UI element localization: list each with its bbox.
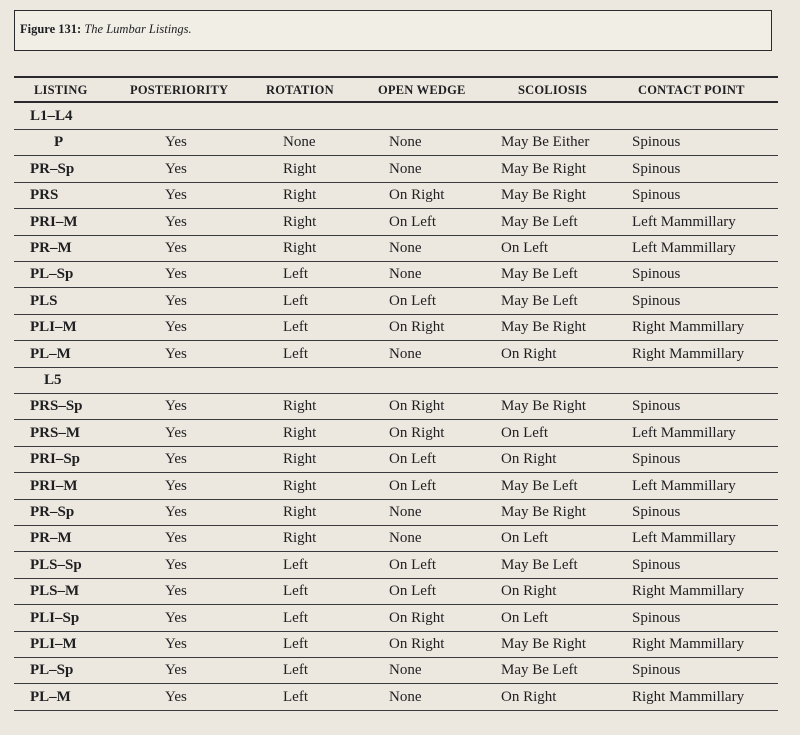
cell-posteriority: Yes [165, 477, 187, 494]
cell-posteriority: Yes [165, 292, 187, 309]
cell-listing: PRS–M [30, 424, 80, 441]
cell-listing: PL–M [30, 688, 71, 705]
row-divider [14, 155, 778, 156]
cell-posteriority: Yes [165, 556, 187, 573]
cell-posteriority: Yes [165, 504, 187, 520]
cell-scoliosis: On Right [501, 451, 557, 468]
cell-posteriority: Yes [165, 451, 187, 468]
cell-scoliosis: On Left [501, 424, 549, 441]
cell-open-wedge: On Right [389, 424, 445, 441]
column-header-listing: LISTING [34, 83, 88, 97]
cell-posteriority: Yes [165, 424, 187, 441]
cell-listing: PRS [30, 187, 59, 204]
cell-contact-point: Spinous [632, 187, 681, 204]
cell-listing: PLS–M [30, 583, 80, 600]
cell-contact-point: Spinous [632, 504, 681, 520]
row-divider [14, 446, 778, 447]
cell-rotation: Right [283, 451, 317, 468]
cell-contact-point: Spinous [632, 556, 681, 573]
cell-scoliosis: May Be Right [501, 504, 586, 520]
figure-title: The Lumbar Listings. [84, 22, 192, 36]
cell-contact-point: Spinous [632, 451, 681, 468]
row-divider [14, 683, 778, 684]
cell-listing: PRI–M [30, 477, 78, 494]
cell-posteriority: Yes [165, 319, 187, 336]
cell-open-wedge: On Left [389, 583, 437, 600]
cell-posteriority: Yes [165, 134, 187, 151]
row-divider [14, 551, 778, 552]
cell-contact-point: Left Mammillary [632, 530, 736, 547]
cell-scoliosis: May Be Either [501, 134, 590, 151]
cell-listing: PR–Sp [30, 504, 75, 520]
column-header-rotation: ROTATION [266, 83, 334, 97]
cell-open-wedge: On Left [389, 477, 437, 494]
cell-rotation: Right [283, 530, 317, 547]
row-divider [14, 261, 778, 262]
cell-contact-point: Spinous [632, 609, 681, 626]
cell-rotation: Right [283, 504, 317, 520]
cell-scoliosis: May Be Left [501, 477, 578, 494]
cell-open-wedge: None [389, 266, 422, 283]
cell-posteriority: Yes [165, 583, 187, 600]
row-divider [14, 419, 778, 420]
cell-open-wedge: None [389, 662, 422, 679]
cell-listing: PLS–Sp [30, 556, 82, 573]
cell-contact-point: Left Mammillary [632, 240, 736, 256]
cell-scoliosis: On Right [501, 583, 557, 600]
row-divider [14, 499, 778, 500]
cell-posteriority: Yes [165, 530, 187, 547]
row-divider [14, 287, 778, 288]
row-divider [14, 314, 778, 315]
cell-listing: PLI–Sp [30, 609, 80, 626]
cell-contact-point: Spinous [632, 398, 681, 415]
row-divider [14, 129, 778, 130]
cell-open-wedge: None [389, 134, 422, 151]
row-divider [14, 631, 778, 632]
cell-posteriority: Yes [165, 662, 187, 679]
cell-open-wedge: On Left [389, 292, 437, 309]
cell-scoliosis: May Be Left [501, 662, 578, 679]
row-divider [14, 182, 778, 183]
cell-posteriority: Yes [165, 609, 187, 626]
cell-open-wedge: On Right [389, 319, 445, 336]
cell-rotation: Right [283, 477, 317, 494]
cell-contact-point: Spinous [632, 292, 681, 309]
cell-posteriority: Yes [165, 160, 187, 177]
cell-rotation: Right [283, 213, 317, 230]
cell-scoliosis: On Right [501, 345, 557, 362]
cell-posteriority: Yes [165, 266, 187, 283]
cell-scoliosis: May Be Right [501, 398, 586, 415]
cell-contact-point: Right Mammillary [632, 583, 745, 600]
cell-scoliosis: May Be Left [501, 213, 578, 230]
cell-open-wedge: On Right [389, 398, 445, 415]
cell-contact-point: Right Mammillary [632, 319, 745, 336]
cell-open-wedge: On Right [389, 636, 445, 652]
cell-open-wedge: None [389, 240, 422, 256]
row-divider [14, 235, 778, 236]
cell-open-wedge: None [389, 504, 422, 520]
cell-open-wedge: On Right [389, 187, 445, 204]
cell-posteriority: Yes [165, 213, 187, 230]
cell-rotation: Left [283, 266, 308, 283]
row-divider [14, 367, 778, 368]
cell-scoliosis: May Be Left [501, 266, 578, 283]
cell-contact-point: Left Mammillary [632, 213, 736, 230]
row-divider [14, 604, 778, 605]
cell-open-wedge: On Left [389, 556, 437, 573]
cell-posteriority: Yes [165, 240, 187, 256]
cell-rotation: Left [283, 345, 308, 362]
cell-contact-point: Spinous [632, 266, 681, 283]
cell-scoliosis: On Right [501, 688, 557, 705]
cell-contact-point: Right Mammillary [632, 688, 745, 705]
cell-posteriority: Yes [165, 187, 187, 204]
cell-scoliosis: May Be Right [501, 187, 586, 204]
cell-scoliosis: May Be Left [501, 292, 578, 309]
cell-open-wedge: On Right [389, 609, 445, 626]
row-divider [14, 710, 778, 711]
column-header-open-wedge: OPEN WEDGE [378, 83, 466, 97]
cell-listing: P [54, 134, 64, 151]
cell-listing: PRS–Sp [30, 398, 83, 415]
cell-open-wedge: None [389, 160, 422, 177]
header-bottom-rule [14, 101, 778, 103]
cell-open-wedge: None [389, 530, 422, 547]
cell-scoliosis: May Be Right [501, 319, 586, 336]
column-header-posteriority: POSTERIORITY [130, 83, 229, 97]
cell-listing: PL–Sp [30, 662, 74, 679]
cell-rotation: Right [283, 240, 317, 256]
row-divider [14, 657, 778, 658]
cell-rotation: Left [283, 688, 308, 705]
figure-label: Figure 131: [20, 22, 82, 36]
cell-listing: PRI–Sp [30, 451, 81, 468]
cell-scoliosis: On Left [501, 240, 549, 256]
cell-listing: PLI–M [30, 636, 77, 652]
cell-listing: PR–M [30, 240, 72, 256]
cell-contact-point: Right Mammillary [632, 345, 745, 362]
column-header-contact-point: CONTACT POINT [638, 83, 745, 97]
cell-rotation: Right [283, 160, 317, 177]
cell-listing: PR–Sp [30, 160, 75, 177]
cell-listing: PL–M [30, 345, 71, 362]
cell-rotation: Left [283, 609, 308, 626]
cell-open-wedge: None [389, 688, 422, 705]
row-divider [14, 472, 778, 473]
cell-scoliosis: May Be Right [501, 636, 586, 652]
cell-listing: PLS [30, 292, 58, 309]
cell-rotation: None [283, 134, 316, 151]
cell-rotation: Left [283, 292, 308, 309]
row-divider [14, 340, 778, 341]
row-divider [14, 208, 778, 209]
cell-open-wedge: On Left [389, 213, 437, 230]
cell-listing: PRI–M [30, 213, 78, 230]
cell-posteriority: Yes [165, 398, 187, 415]
cell-listing: PL–Sp [30, 266, 74, 283]
cell-listing: PR–M [30, 530, 72, 547]
row-divider [14, 578, 778, 579]
cell-open-wedge: On Left [389, 451, 437, 468]
cell-posteriority: Yes [165, 688, 187, 705]
cell-contact-point: Left Mammillary [632, 477, 736, 494]
cell-rotation: Right [283, 424, 317, 441]
cell-rotation: Right [283, 187, 317, 204]
cell-contact-point: Left Mammillary [632, 424, 736, 441]
cell-listing: PLI–M [30, 319, 77, 336]
cell-scoliosis: On Left [501, 530, 549, 547]
cell-posteriority: Yes [165, 636, 187, 652]
row-divider [14, 393, 778, 394]
cell-rotation: Left [283, 636, 308, 652]
section-label: L5 [44, 372, 62, 388]
cell-rotation: Left [283, 319, 308, 336]
cell-rotation: Left [283, 583, 308, 600]
cell-contact-point: Spinous [632, 134, 681, 151]
cell-scoliosis: May Be Left [501, 556, 578, 573]
column-header-scoliosis: SCOLIOSIS [518, 83, 588, 97]
cell-contact-point: Right Mammillary [632, 636, 745, 652]
header-top-rule [14, 76, 778, 78]
cell-posteriority: Yes [165, 345, 187, 362]
figure-caption [20, 22, 192, 37]
cell-rotation: Left [283, 556, 308, 573]
section-label: L1–L4 [30, 108, 73, 124]
cell-rotation: Left [283, 662, 308, 679]
cell-open-wedge: None [389, 345, 422, 362]
cell-contact-point: Spinous [632, 662, 681, 679]
cell-scoliosis: On Left [501, 609, 549, 626]
cell-rotation: Right [283, 398, 317, 415]
row-divider [14, 525, 778, 526]
cell-scoliosis: May Be Right [501, 160, 586, 177]
cell-contact-point: Spinous [632, 160, 681, 177]
